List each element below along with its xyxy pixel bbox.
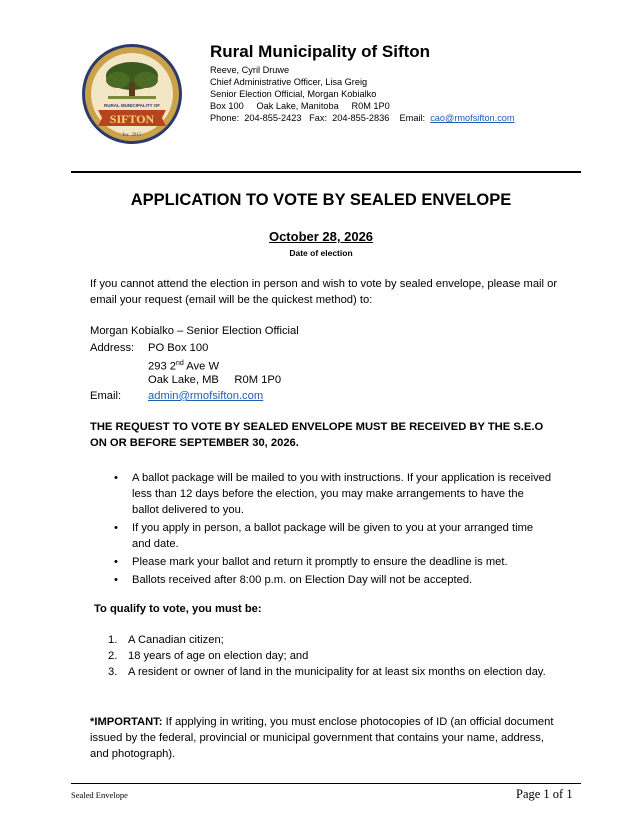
- contact-name: Morgan Kobialko – Senior Election Official: [90, 325, 299, 337]
- contact-line: [210, 112, 515, 125]
- header-email-link[interactable]: cao@rmofsifton.com: [430, 113, 515, 123]
- list-item: [108, 648, 558, 664]
- footer-label: Sealed Envelope: [71, 790, 128, 800]
- qualification-text: A resident or owner of land in the municipality for at least six months on election day.: [128, 666, 546, 678]
- address-line-2-sup: nd: [176, 360, 184, 367]
- rm-sifton-seal-icon: [80, 36, 184, 152]
- phone-label: Phone:: [210, 113, 240, 123]
- list-item: [108, 632, 558, 648]
- list-number: 3.: [108, 666, 118, 678]
- email-label: Email:: [399, 113, 426, 123]
- instructions-list: [112, 470, 552, 590]
- cao-line: Chief Administrative Officer, Lisa Greig: [210, 77, 368, 87]
- bullet-text: A ballot package will be mailed to you with instructions. If your application is received less than 12 days before the election, you may make arrangements to have the ballot delivered to you.: [132, 472, 552, 516]
- bullet-text: If you apply in person, a ballot package will be given to you at your arranged time and date.: [132, 522, 534, 550]
- header-divider: [71, 171, 581, 173]
- seal-name-text: SIFTON: [109, 112, 155, 126]
- seo-line: Senior Election Official, Morgan Kobialko: [210, 89, 377, 99]
- fax-number: 204-855-2836: [332, 113, 390, 123]
- bullet-icon: •: [114, 472, 118, 484]
- election-date-caption: Date of election: [289, 248, 353, 258]
- contact-email-wrap: [148, 388, 263, 404]
- bullet-text: Please mark your ballot and return it promptly to ensure the deadline is met.: [132, 556, 508, 568]
- bullet-text: Ballots received after 8:00 p.m. on Election Day will not be accepted.: [132, 574, 473, 586]
- list-item: [112, 470, 552, 518]
- qualification-text: 18 years of age on election day; and: [128, 650, 309, 662]
- important-note: [90, 714, 558, 762]
- seal-top-text: RURAL MUNICIPALITY OF: [104, 103, 160, 108]
- important-text: If applying in writing, you must enclose photocopies of ID (an official document issued by the federal, provincial or municipal government that contains your name, address, and photograph).: [90, 716, 554, 760]
- footer-divider: [71, 783, 581, 784]
- bullet-icon: •: [114, 574, 118, 586]
- address-line-3: Oak Lake, MB R0M 1P0: [148, 374, 282, 386]
- phone-number: 204-855-2423: [244, 113, 302, 123]
- election-date: October 28, 2026: [268, 229, 374, 244]
- address-line-2-post: Ave W: [183, 360, 220, 373]
- list-number: 2.: [108, 650, 118, 662]
- list-item: [108, 664, 558, 680]
- list-item: [112, 554, 552, 570]
- municipality-name: Rural Municipality of Sifton: [210, 42, 431, 61]
- address-line-1: PO Box 100: [148, 342, 209, 354]
- qualification-text: A Canadian citizen;: [128, 634, 224, 646]
- fax-label: Fax:: [309, 113, 327, 123]
- qualify-heading: To qualify to vote, you must be:: [94, 603, 262, 615]
- deadline-notice: THE REQUEST TO VOTE BY SEALED ENVELOPE MUST BE RECEIVED BY THE S.E.O ON OR BEFORE SEPTEMBER 30, 2026.: [90, 421, 544, 449]
- address-label: Address:: [90, 342, 135, 354]
- list-number: 1.: [108, 634, 118, 646]
- reeve-line: Reeve, Cyril Druwe: [210, 65, 290, 75]
- address-line-2-pre: 293 2: [148, 360, 176, 373]
- page-number: Page 1 of 1: [516, 787, 573, 801]
- intro-paragraph: If you cannot attend the election in person and wish to vote by sealed envelope, please mail or email your request (email will be the quickest method) to:: [90, 278, 558, 306]
- bullet-icon: •: [114, 556, 118, 568]
- document-title: APPLICATION TO VOTE BY SEALED ENVELOPE: [130, 191, 512, 209]
- qualifications-list: [108, 632, 558, 680]
- seal-bottom-text: Inc. 2015: [122, 133, 142, 138]
- contact-email-label: Email:: [90, 390, 122, 402]
- address-line: Box 100 Oak Lake, Manitoba R0M 1P0: [210, 101, 390, 111]
- list-item: [112, 520, 552, 552]
- bullet-icon: •: [114, 522, 118, 534]
- important-label: *IMPORTANT:: [90, 716, 163, 728]
- contact-email-link[interactable]: admin@rmofsifton.com: [148, 390, 264, 402]
- list-item: [112, 572, 552, 588]
